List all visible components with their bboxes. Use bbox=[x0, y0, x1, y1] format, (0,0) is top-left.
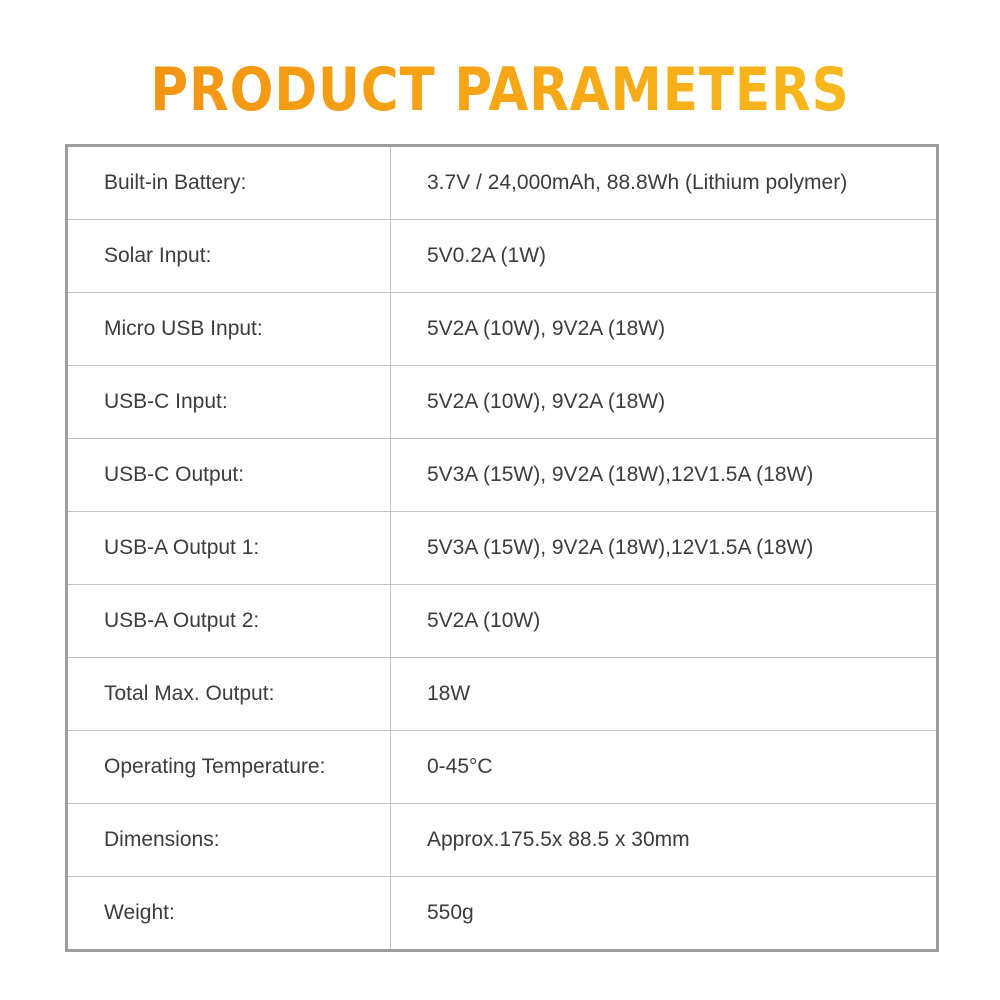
spec-value: Approx.175.5x 88.5 x 30mm bbox=[391, 804, 938, 877]
spec-value: 18W bbox=[391, 658, 938, 731]
table-row bbox=[67, 804, 938, 877]
spec-value: 0-45°C bbox=[391, 731, 938, 804]
spec-value: 5V0.2A (1W) bbox=[391, 220, 938, 293]
table-row bbox=[67, 731, 938, 804]
spec-label: Total Max. Output: bbox=[67, 658, 391, 731]
spec-table bbox=[65, 144, 939, 952]
spec-value: 5V3A (15W), 9V2A (18W),12V1.5A (18W) bbox=[391, 512, 938, 585]
spec-label: Operating Temperature: bbox=[67, 731, 391, 804]
spec-value: 3.7V / 24,000mAh, 88.8Wh (Lithium polymer) bbox=[391, 146, 938, 220]
spec-value: 5V2A (10W), 9V2A (18W) bbox=[391, 366, 938, 439]
spec-value: 5V3A (15W), 9V2A (18W),12V1.5A (18W) bbox=[391, 439, 938, 512]
spec-value: 5V2A (10W) bbox=[391, 585, 938, 658]
table-row bbox=[67, 366, 938, 439]
spec-label: USB-A Output 1: bbox=[67, 512, 391, 585]
table-row bbox=[67, 877, 938, 951]
table-row bbox=[67, 512, 938, 585]
table-row bbox=[67, 146, 938, 220]
table-row bbox=[67, 658, 938, 731]
spec-label: USB-A Output 2: bbox=[67, 585, 391, 658]
table-row bbox=[67, 439, 938, 512]
spec-label: Built-in Battery: bbox=[67, 146, 391, 220]
spec-label: Dimensions: bbox=[67, 804, 391, 877]
page-title bbox=[70, 52, 930, 128]
spec-label: Solar Input: bbox=[67, 220, 391, 293]
spec-label: Weight: bbox=[67, 877, 391, 951]
spec-label: Micro USB Input: bbox=[67, 293, 391, 366]
spec-value: 550g bbox=[391, 877, 938, 951]
spec-value: 5V2A (10W), 9V2A (18W) bbox=[391, 293, 938, 366]
spec-label: USB-C Output: bbox=[67, 439, 391, 512]
spec-label: USB-C Input: bbox=[67, 366, 391, 439]
page-title-text: PRODUCT PARAMETERS bbox=[150, 55, 850, 125]
table-row bbox=[67, 220, 938, 293]
table-row bbox=[67, 293, 938, 366]
table-row bbox=[67, 585, 938, 658]
